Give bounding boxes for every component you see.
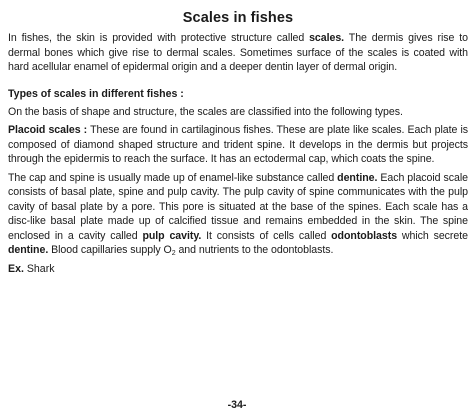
placoid-text: These are found in cartilaginous fishes. These are plate like scales. Each plate is composed of diamond shaped structure and trident spine. It develops in the dermis but projects through the epidermis to reach the surface. It has an ectodermal cap, which coats the spine. [8,124,469,165]
term-dentine-2: dentine. [8,244,49,256]
oxygen-subscript: 2 [171,250,176,257]
cap-text-2: Each placoid scale consists of basal plate, spine and pulp cavity. The pulp cavity of spine communicates with the pulp cavity of basal plate by a pore. This pore is situated at the base of the spines. Each scale has a disc-like basal plate made up of calcified tissue and remains embedded in the skin. The spine enclosed in a cavity called [8,171,468,242]
intro-paragraph [8,31,468,75]
term-dentine: dentine. [337,171,378,184]
placoid-paragraph [8,123,468,167]
page-title: Scales in fishes [182,10,294,26]
cap-text-3: It consists of cells called [201,229,332,242]
types-intro-paragraph: On the basis of shape and structure, the scales are classified into the following types. [8,105,403,118]
term-scales: scales. [309,32,345,44]
cap-spine-paragraph [8,171,468,258]
cap-text-1: The cap and spine is usually made up of enamel-like substance called [8,171,338,184]
intro-text-1: In fishes, the skin is provided with protective structure called [8,32,310,44]
example-label: Ex. [8,262,24,275]
term-odontoblasts: odontoblasts [331,229,398,242]
page-number: -34- [227,399,247,411]
cap-text-4: which secrete [397,229,468,242]
cap-text-5: Blood capillaries supply O [48,244,172,256]
placoid-label: Placoid scales : [8,124,88,136]
cap-text-6: and nutrients to the odontoblasts. [175,244,334,256]
example-line [8,262,468,276]
example-value: Shark [23,262,55,275]
types-heading: Types of scales in different fishes : [8,87,184,100]
term-pulp-cavity: pulp cavity. [142,229,202,242]
intro-text-2: The dermis gives rise to dermal bones which give rise to dermal scales. Sometimes surface of the scales is coated with hard acellular enamel of epidermal origin and a deeper dentin layer of dermal origin. [8,32,468,73]
